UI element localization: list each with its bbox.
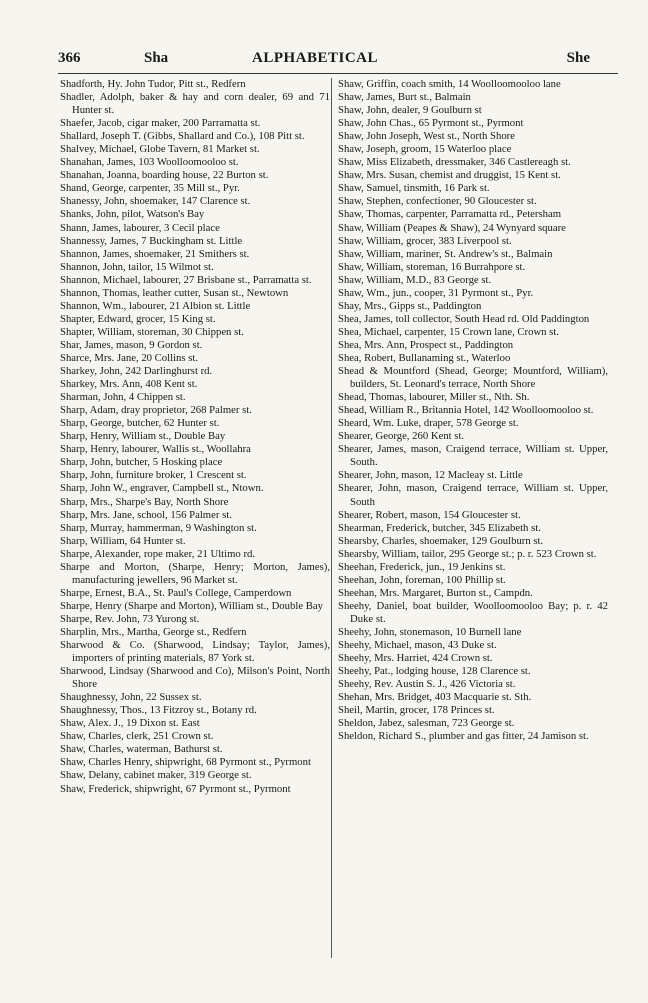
directory-entry: Shea, Robert, Bullanaming st., Waterloo bbox=[338, 351, 511, 364]
directory-entry: Sharp, Henry, labourer, Wallis st., Woollahra bbox=[60, 443, 251, 456]
directory-entry: Shanahan, Joanna, boarding house, 22 Burton st. bbox=[60, 169, 269, 182]
directory-entry: Shaw, Charles Henry, shipwright, 68 Pyrmont st., Pyrmont bbox=[60, 756, 311, 769]
directory-entry: Sharp, George, butcher, 62 Hunter st. bbox=[60, 417, 220, 430]
directory-entry: Sheehy, John, stonemason, 10 Burnell lane bbox=[338, 625, 522, 638]
directory-entry: Shearer, George, 260 Kent st. bbox=[338, 430, 465, 443]
directory-entry: Shaw, James, Burt st., Balmain bbox=[338, 91, 471, 104]
directory-entry: Shaw, William, storeman, 16 Burrahpore st. bbox=[338, 260, 526, 273]
directory-entry: Sharpe and Morton, (Sharpe, Henry; Morton, James), manufacturing jewellers, 96 Market st. bbox=[60, 560, 330, 586]
page-number: 366 bbox=[58, 50, 81, 66]
directory-entry: Shaw, William, mariner, St. Andrew's st., Balmain bbox=[338, 247, 553, 260]
directory-entry: Shannon, James, shoemaker, 21 Smithers st. bbox=[60, 247, 250, 260]
directory-entry: Shallard, Joseph T. (Gibbs, Shallard and Co.), 108 Pitt st. bbox=[60, 130, 305, 143]
directory-entry: Sharpe, Ernest, B.A., St. Paul's College, Camperdown bbox=[60, 586, 292, 599]
directory-entry: Sharpe, Rev. John, 73 Yurong st. bbox=[60, 612, 200, 625]
directory-entry: Sheehan, John, foreman, 100 Phillip st. bbox=[338, 573, 506, 586]
directory-entry: Sharkey, John, 242 Darlinghurst rd. bbox=[60, 365, 213, 378]
directory-entry: Shann, James, labourer, 3 Cecil place bbox=[60, 221, 220, 234]
directory-entry: Shaw, Alex. J., 19 Dixon st. East bbox=[60, 717, 200, 730]
directory-entry: Sheehy, Rev. Austin S. J., 426 Victoria st. bbox=[338, 678, 516, 691]
directory-entry: Shannon, Wm., labourer, 21 Albion st. Little bbox=[60, 299, 251, 312]
directory-entry: Shannessy, James, 7 Buckingham st. Little bbox=[60, 234, 243, 247]
directory-entry: Shaw, Delany, cabinet maker, 319 George st. bbox=[60, 769, 252, 782]
directory-entry: Shar, James, mason, 9 Gordon st. bbox=[60, 338, 203, 351]
directory-entry: Shay, Mrs., Gipps st., Paddington bbox=[338, 299, 482, 312]
directory-entry: Shaw, Thomas, carpenter, Parramatta rd., Petersham bbox=[338, 208, 562, 221]
directory-entry: Shaw, Griffin, coach smith, 14 Woolloomooloo lane bbox=[338, 78, 561, 90]
directory-entry: Shannon, Thomas, leather cutter, Susan st., Newtown bbox=[60, 286, 289, 299]
directory-entry: Sharwood & Co. (Sharwood, Lindsay; Taylor, James), importers of printing materials, 87 York st. bbox=[60, 639, 330, 665]
directory-entry: Sheldon, Richard S., plumber and gas fitter, 24 Jamison st. bbox=[338, 730, 589, 743]
directory-entry: Shaw, Mrs. Susan, chemist and druggist, 15 Kent st. bbox=[338, 169, 561, 182]
directory-entry: Shaw, John Joseph, West st., North Shore bbox=[338, 130, 515, 143]
directory-entry: Shaw, William, M.D., 83 George st. bbox=[338, 273, 492, 286]
directory-entry: Sharp, Mrs. Jane, school, 156 Palmer st. bbox=[60, 508, 232, 521]
directory-entry: Shand, George, carpenter, 35 Mill st., Pyr. bbox=[60, 182, 240, 195]
directory-entry: Sharp, John, furniture broker, 1 Crescent st. bbox=[60, 469, 247, 482]
directory-entry: Shearsby, William, tailor, 295 George st.; p. r. 523 Crown st. bbox=[338, 547, 597, 560]
directory-entry: Shehan, Mrs. Bridget, 403 Macquarie st. Sth. bbox=[338, 691, 532, 704]
directory-entry: Shaw, Charles, clerk, 251 Crown st. bbox=[60, 730, 214, 743]
header-right-word: She bbox=[566, 50, 590, 66]
directory-entry: Shanks, John, pilot, Watson's Bay bbox=[60, 208, 205, 221]
directory-entry: Shaw, William (Peapes & Shaw), 24 Wynyard square bbox=[338, 221, 566, 234]
header-title: ALPHABETICAL bbox=[252, 50, 379, 66]
directory-entry: Sheehy, Mrs. Harriet, 424 Crown st. bbox=[338, 652, 493, 665]
directory-entry: Shea, James, toll collector, South Head rd. Old Paddington bbox=[338, 312, 590, 325]
directory-entry: Shanessy, John, shoemaker, 147 Clarence st. bbox=[60, 195, 251, 208]
directory-entry: Shearer, James, mason, Craigend terrace, William st. Upper, South. bbox=[338, 443, 608, 469]
directory-entry: Shearman, Frederick, butcher, 345 Elizabeth st. bbox=[338, 521, 541, 534]
directory-entry: Shaw, Samuel, tinsmith, 16 Park st. bbox=[338, 182, 490, 195]
directory-entry: Sharpe, Henry (Sharpe and Morton), William st., Double Bay bbox=[60, 599, 323, 612]
directory-entry: Shearsby, Charles, shoemaker, 129 Goulburn st. bbox=[338, 534, 544, 547]
directory-entry: Sharp, William, 64 Hunter st. bbox=[60, 534, 186, 547]
directory-entry: Sharplin, Mrs., Martha, George st., Redfern bbox=[60, 625, 247, 638]
directory-entry: Sharkey, Mrs. Ann, 408 Kent st. bbox=[60, 378, 198, 391]
directory-entry: Shannon, John, tailor, 15 Wilmot st. bbox=[60, 260, 214, 273]
directory-entry: Shead, William R., Britannia Hotel, 142 Woolloomooloo st. bbox=[338, 404, 594, 417]
directory-entry: Sharwood, Lindsay (Sharwood and Co), Milson's Point, North Shore bbox=[60, 665, 330, 691]
header-rule bbox=[58, 73, 618, 74]
directory-entry: Sheard, Wm. Luke, draper, 578 George st. bbox=[338, 417, 519, 430]
header-left-word: Sha bbox=[144, 50, 169, 66]
directory-entry: Sheehan, Frederick, jun., 19 Jenkins st. bbox=[338, 560, 506, 573]
directory-entry: Shaw, Wm., jun., cooper, 31 Pyrmont st., Pyr. bbox=[338, 286, 534, 299]
directory-entry: Shea, Mrs. Ann, Prospect st., Paddington bbox=[338, 338, 514, 351]
directory-entry: Sharman, John, 4 Chippen st. bbox=[60, 391, 186, 404]
directory-entry: Shearer, John, mason, Craigend terrace, William st. Upper, South bbox=[338, 482, 608, 508]
directory-entry: Sharp, Adam, dray proprietor, 268 Palmer st. bbox=[60, 404, 252, 417]
directory-entry: Sheldon, Jabez, salesman, 723 George st. bbox=[338, 717, 515, 730]
directory-entry: Shaefer, Jacob, cigar maker, 200 Parramatta st. bbox=[60, 117, 261, 130]
column-divider bbox=[331, 78, 332, 958]
directory-entry: Sharp, Mrs., Sharpe's Bay, North Shore bbox=[60, 495, 229, 508]
directory-entry: Sheehy, Pat., lodging house, 128 Clarence st. bbox=[338, 665, 531, 678]
directory-entry: Sheil, Martin, grocer, 178 Princes st. bbox=[338, 704, 495, 717]
directory-entry: Shaw, Charles, waterman, Bathurst st. bbox=[60, 743, 223, 756]
directory-entry: Shead, Thomas, labourer, Miller st., Nth. Sh. bbox=[338, 391, 530, 404]
directory-entry: Shaughnessy, Thos., 13 Fitzroy st., Botany rd. bbox=[60, 704, 257, 717]
directory-entry: Shadler, Adolph, baker & hay and corn dealer, 69 and 71 Hunter st. bbox=[60, 91, 330, 117]
directory-entry: Shadforth, Hy. John Tudor, Pitt st., Redfern bbox=[60, 78, 246, 90]
directory-entry: Shead & Mountford (Shead, George; Mountford, William), builders, St. Leonard's terrace, North Shore bbox=[338, 365, 608, 391]
directory-entry: Shea, Michael, carpenter, 15 Crown lane, Crown st. bbox=[338, 325, 559, 338]
directory-entry: Shaw, William, grocer, 383 Liverpool st. bbox=[338, 234, 512, 247]
directory-entry: Sheehy, Michael, mason, 43 Duke st. bbox=[338, 639, 497, 652]
directory-entry: Sheehan, Mrs. Margaret, Burton st., Campdn. bbox=[338, 586, 533, 599]
directory-entry: Shannon, Michael, labourer, 27 Brisbane st., Parramatta st. bbox=[60, 273, 312, 286]
directory-entry: Sharp, John W., engraver, Campbell st., Ntown. bbox=[60, 482, 264, 495]
directory-entry: Shapter, William, storeman, 30 Chippen st. bbox=[60, 325, 244, 338]
directory-entry: Shaw, Joseph, groom, 15 Waterloo place bbox=[338, 143, 512, 156]
page-header bbox=[58, 50, 606, 72]
directory-entry: Sheehy, Daniel, boat builder, Woolloomooloo Bay; p. r. 42 Duke st. bbox=[338, 599, 608, 625]
directory-entry: Shalvey, Michael, Globe Tavern, 81 Market st. bbox=[60, 143, 260, 156]
directory-entry: Shaw, Frederick, shipwright, 67 Pyrmont st., Pyrmont bbox=[60, 782, 291, 795]
directory-entry: Shanahan, James, 103 Woolloomooloo st. bbox=[60, 156, 239, 169]
left-column bbox=[60, 78, 330, 796]
directory-entry: Shaughnessy, John, 22 Sussex st. bbox=[60, 691, 202, 704]
right-column bbox=[338, 78, 608, 743]
directory-entry: Shaw, John, dealer, 9 Goulburn st bbox=[338, 104, 482, 117]
directory-entry: Sharp, Henry, William st., Double Bay bbox=[60, 430, 226, 443]
directory-entry: Shaw, John Chas., 65 Pyrmont st., Pyrmont bbox=[338, 117, 524, 130]
directory-entry: Sharp, Murray, hammerman, 9 Washington st. bbox=[60, 521, 257, 534]
directory-entry: Shapter, Edward, grocer, 15 King st. bbox=[60, 312, 216, 325]
directory-entry: Sharce, Mrs. Jane, 20 Collins st. bbox=[60, 351, 199, 364]
directory-entry: Sharpe, Alexander, rope maker, 21 Ultimo rd. bbox=[60, 547, 256, 560]
directory-entry: Shearer, John, mason, 12 Macleay st. Little bbox=[338, 469, 523, 482]
directory-entry: Sharp, John, butcher, 5 Hosking place bbox=[60, 456, 223, 469]
directory-entry: Shaw, Stephen, confectioner, 90 Gloucester st. bbox=[338, 195, 537, 208]
directory-entry: Shaw, Miss Elizabeth, dressmaker, 346 Castlereagh st. bbox=[338, 156, 571, 169]
directory-entry: Shearer, Robert, mason, 154 Gloucester st. bbox=[338, 508, 521, 521]
